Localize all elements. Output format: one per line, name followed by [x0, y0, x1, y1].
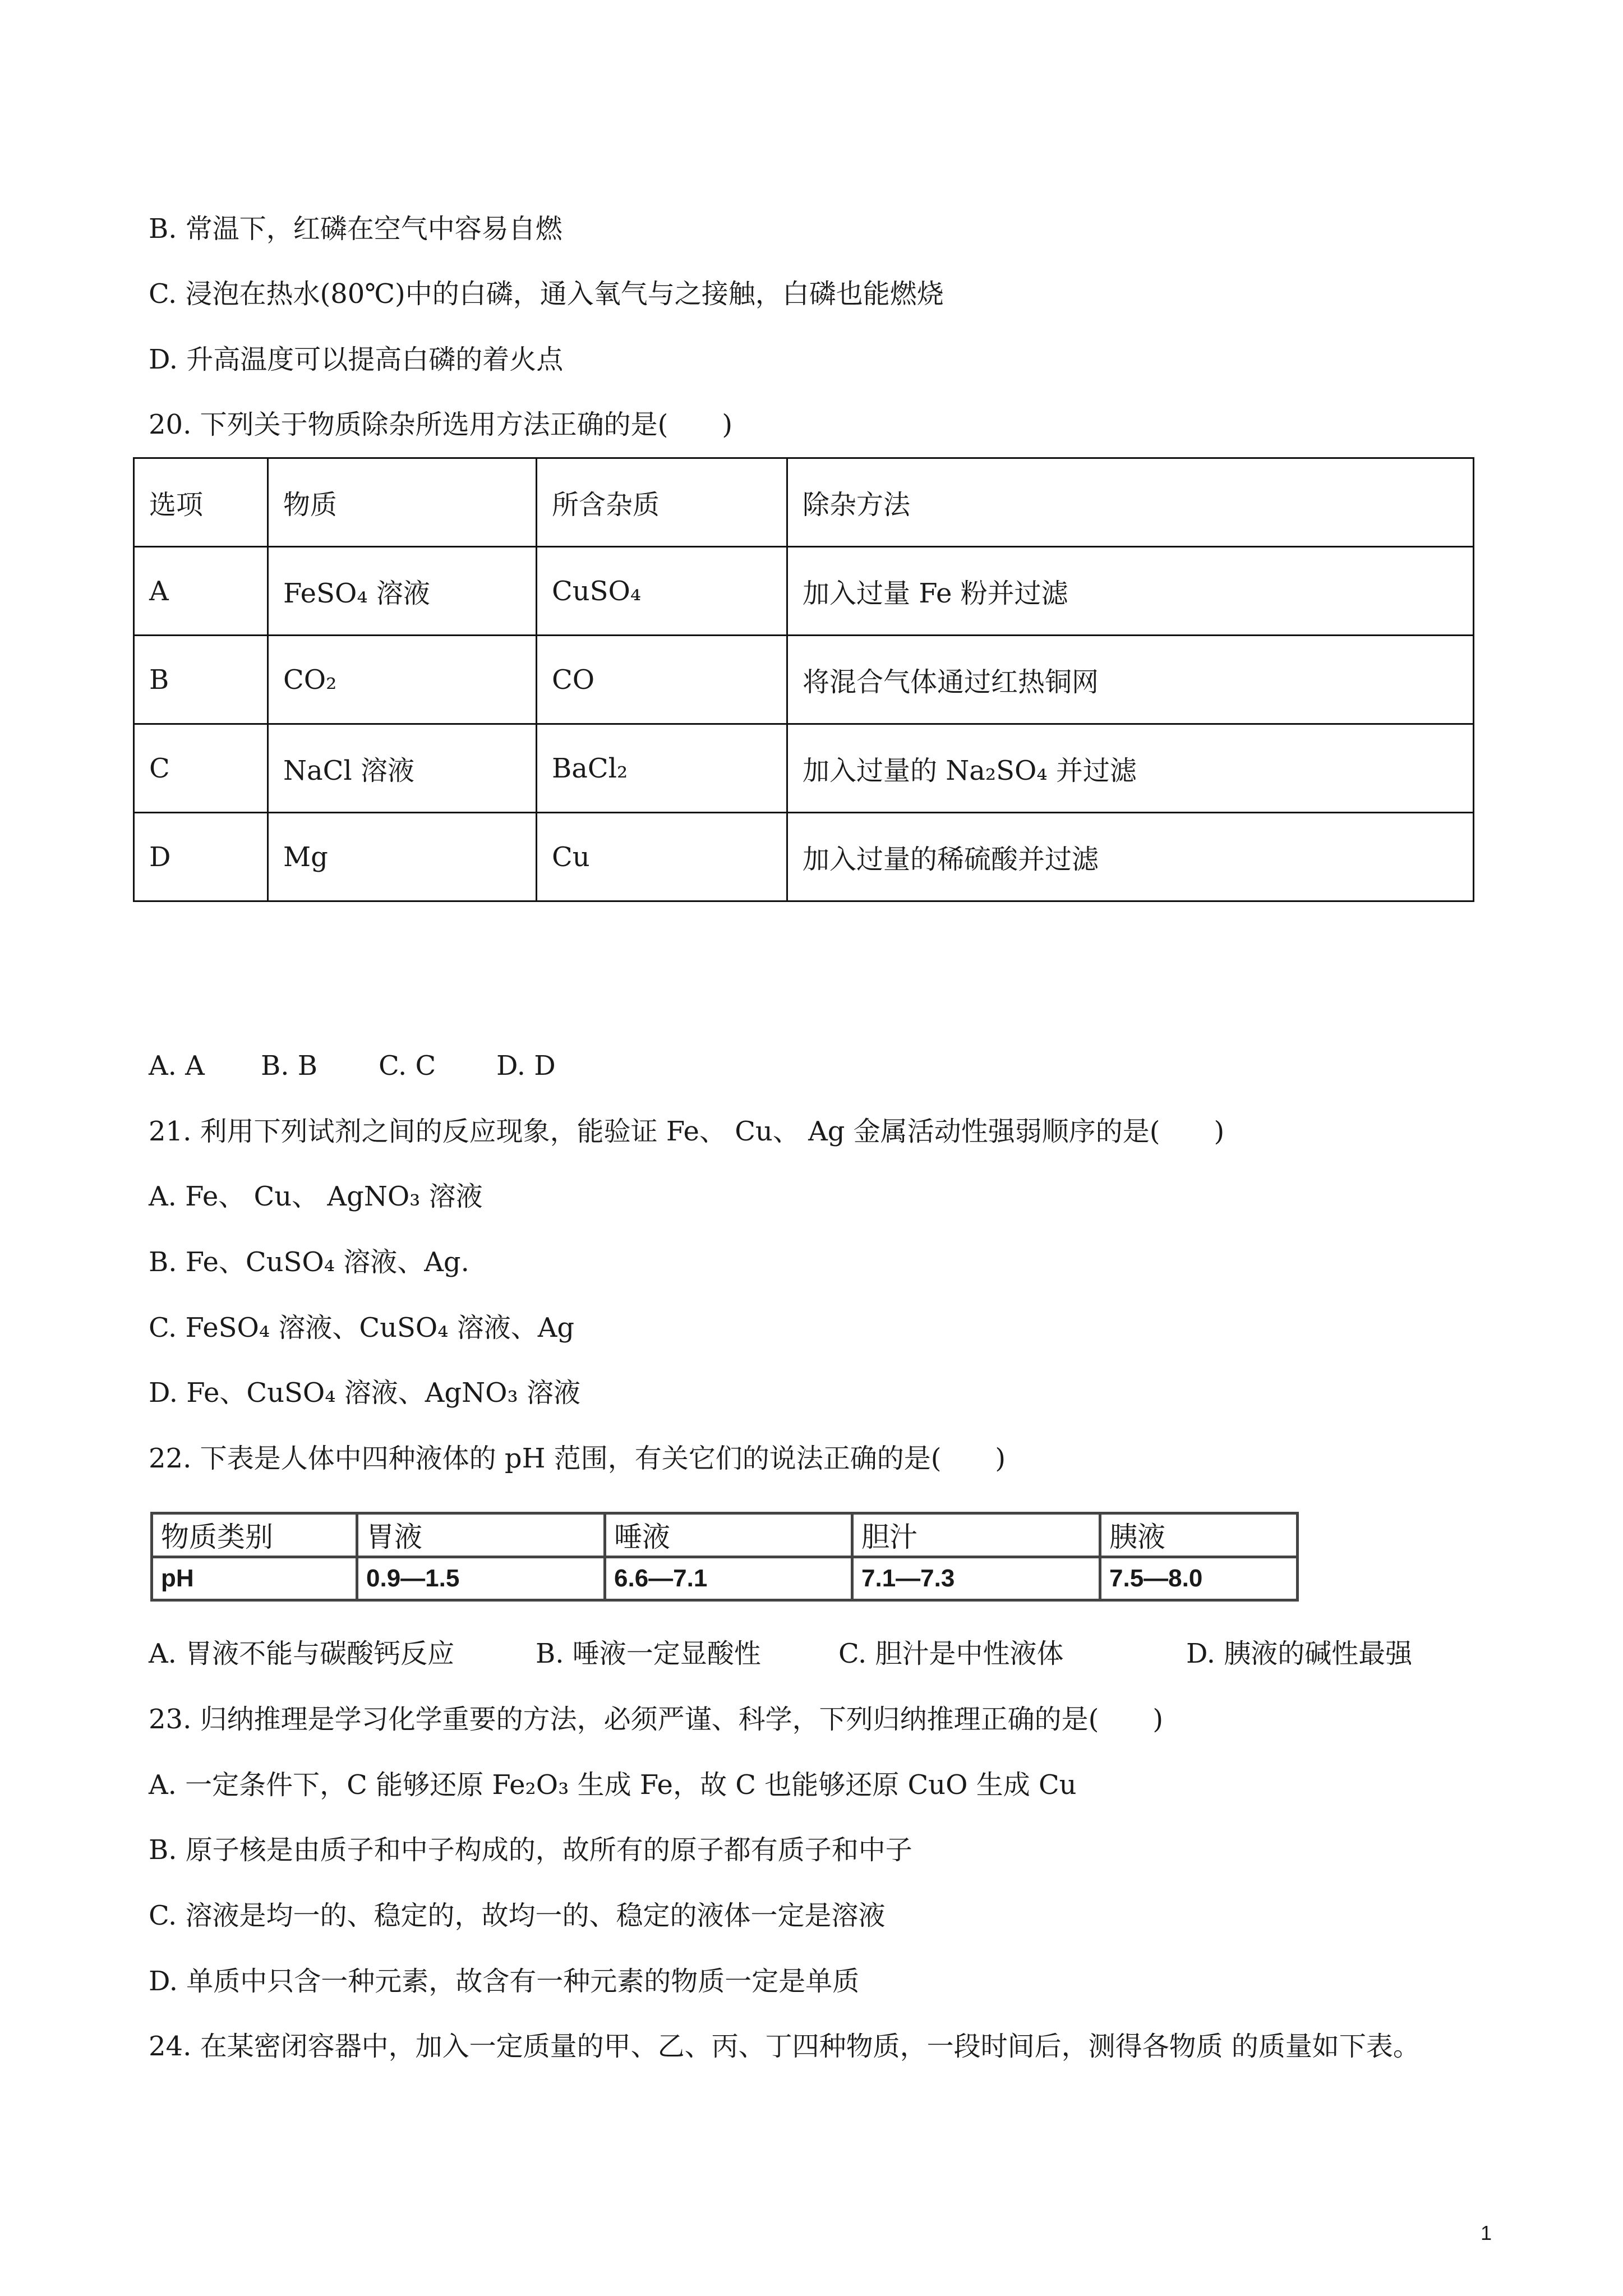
table-header-cell: 胰液 [1100, 1513, 1298, 1557]
table-row [134, 724, 1474, 813]
table-cell: 加入过量的稀硫酸并过滤 [787, 813, 1474, 901]
table-header-cell: 唾液 [605, 1513, 852, 1557]
table-header-cell: 所含杂质 [537, 458, 787, 547]
table-header-cell: 物质类别 [152, 1513, 357, 1557]
q24-stem: 24. 在某密闭容器中，加入一定质量的甲、乙、丙、丁四种物质，一段时间后，测得各物质 的质量如下表。 [149, 2031, 1420, 2062]
table-cell: FeSO₄ 溶液 [268, 547, 537, 636]
table-header-cell: 胃液 [357, 1513, 605, 1557]
table-cell: 7.5—8.0 [1100, 1557, 1298, 1600]
table-header-row [134, 458, 1474, 547]
table-cell: Cu [537, 813, 787, 901]
table-cell: NaCl 溶液 [268, 724, 537, 813]
table-cell: 0.9—1.5 [357, 1557, 605, 1600]
table-cell: CO [537, 636, 787, 724]
table-cell: C [134, 724, 268, 813]
q23-option-b: B. 原子核是由质子和中子构成的，故所有的原子都有质子和中子 [149, 1834, 912, 1866]
q21-option-b: B. Fe、CuSO₄ 溶液、Ag. [149, 1246, 469, 1278]
table-header-cell: 物质 [268, 458, 537, 547]
q19-option-b: B. 常温下，红磷在空气中容易自燃 [149, 213, 562, 245]
table-cell: 6.6—7.1 [605, 1557, 852, 1600]
q21-stem: 21. 利用下列试剂之间的反应现象，能验证 Fe、 Cu、 Ag 金属活动性强弱顺序的是( ) [149, 1116, 1225, 1147]
q21-option-d: D. Fe、CuSO₄ 溶液、AgNO₃ 溶液 [149, 1377, 580, 1409]
q20-options [149, 1049, 556, 1083]
table-header-cell: 胆汁 [852, 1513, 1100, 1557]
q23-option-c: C. 溶液是均一的、稳定的，故均一的、稳定的液体一定是溶液 [149, 1900, 886, 1931]
table-cell: 7.1—7.3 [852, 1557, 1100, 1600]
table-cell: BaCl₂ [537, 724, 787, 813]
q20-option-d: D. D [496, 1050, 556, 1082]
q19-option-d: D. 升高温度可以提高白磷的着火点 [149, 344, 564, 375]
q20-option-b: B. B [261, 1050, 318, 1082]
table-cell: A [134, 547, 268, 636]
table-cell: 加入过量的 Na₂SO₄ 并过滤 [787, 724, 1474, 813]
table-cell: Mg [268, 813, 537, 901]
q23-stem: 23. 归纳推理是学习化学重要的方法，必须严谨、科学，下列归纳推理正确的是( ) [149, 1704, 1164, 1735]
table-row [134, 547, 1474, 636]
q22-option-a: A. 胃液不能与碳酸钙反应 [149, 1638, 455, 1669]
table-cell: D [134, 813, 268, 901]
table-row [152, 1557, 1298, 1600]
q22-stem: 22. 下表是人体中四种液体的 pH 范围，有关它们的说法正确的是( ) [149, 1443, 1006, 1474]
table-cell: pH [152, 1557, 357, 1600]
table-cell: CO₂ [268, 636, 537, 724]
page-number: 1 [1481, 2221, 1492, 2244]
table-cell: 加入过量 Fe 粉并过滤 [787, 547, 1474, 636]
table-header-cell: 选项 [134, 458, 268, 547]
q20-option-a: A. A [149, 1050, 205, 1082]
q22-options [149, 1637, 1412, 1671]
q22-option-b: B. 唾液一定显酸性 [536, 1638, 761, 1669]
q22-option-c: C. 胆汁是中性液体 [838, 1638, 1064, 1669]
q22-option-d: D. 胰液的碱性最强 [1186, 1638, 1413, 1669]
q21-option-a: A. Fe、 Cu、 AgNO₃ 溶液 [149, 1181, 483, 1212]
table-header-row [152, 1513, 1298, 1557]
table-cell: B [134, 636, 268, 724]
q23-option-d: D. 单质中只含一种元素，故含有一种元素的物质一定是单质 [149, 1966, 860, 1997]
q20-stem: 20. 下列关于物质除杂所选用方法正确的是( ) [149, 409, 733, 440]
q19-option-c: C. 浸泡在热水(80℃)中的白磷，通入氧气与之接触，白磷也能燃烧 [149, 278, 944, 310]
table-row [134, 813, 1474, 901]
q23-option-a: A. 一定条件下，C 能够还原 Fe₂O₃ 生成 Fe，故 C 也能够还原 CuO 生成 Cu [149, 1769, 1077, 1801]
table-row [134, 636, 1474, 724]
q21-option-c: C. FeSO₄ 溶液、CuSO₄ 溶液、Ag [149, 1312, 575, 1343]
table-cell: CuSO₄ [537, 547, 787, 636]
table-header-cell: 除杂方法 [787, 458, 1474, 547]
q22-ph-table [150, 1512, 1299, 1602]
q20-table [133, 457, 1474, 902]
q20-option-c: C. C [379, 1050, 436, 1082]
table-cell: 将混合气体通过红热铜网 [787, 636, 1474, 724]
